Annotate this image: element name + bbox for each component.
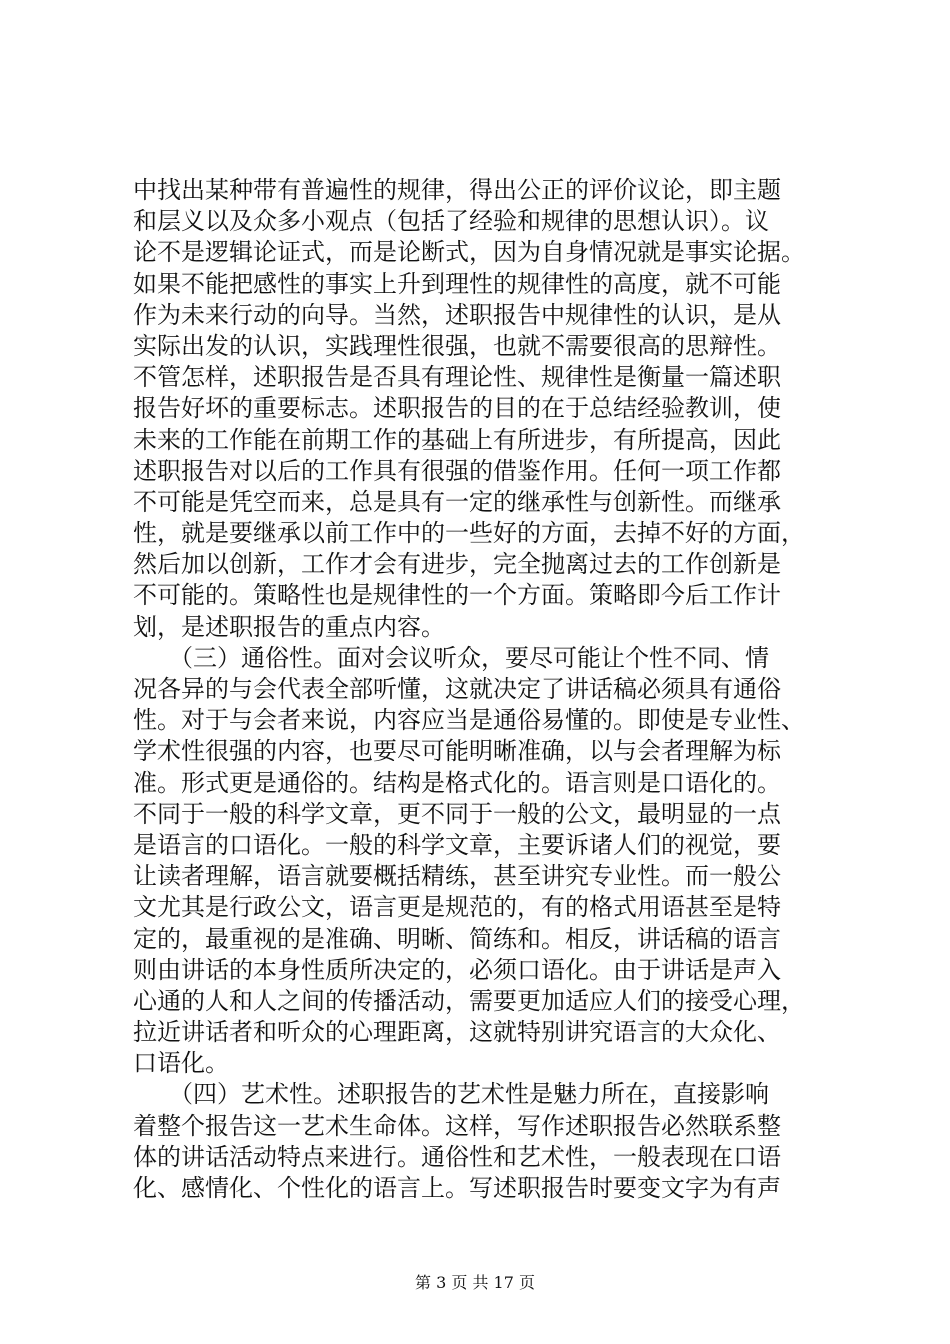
text-line: 则由讲话的本身性质所决定的，必须口语化。由于讲话是声入 xyxy=(133,955,781,984)
text-line: 化、感情化、个性化的语言上。写述职报告时要变文字为有声 xyxy=(133,1174,781,1202)
text-line: 和层义以及众多小观点（包括了经验和规律的思想认识）。议 xyxy=(133,207,769,236)
text-line: 不可能的。策略性也是规律性的一个方面。策略即今后工作计 xyxy=(133,581,781,610)
text-line: 不管怎样，述职报告是否具有理论性、规律性是衡量一篇述职 xyxy=(133,363,781,392)
text-line: 口语化。 xyxy=(133,1049,229,1078)
body-text xyxy=(133,175,853,1204)
text-line: 是语言的口语化。一般的科学文章，主要诉诸人们的视觉，要 xyxy=(133,830,781,859)
text-line: 报告好坏的重要标志。述职报告的目的在于总结经验教训，使 xyxy=(133,394,781,423)
text-line: 论不是逻辑论证式，而是论断式，因为自身情况就是事实论据。 xyxy=(133,238,805,267)
text-line: 中找出某种带有普遍性的规律，得出公正的评价议论，即主题 xyxy=(133,176,781,204)
text-line: 划，是述职报告的重点内容。 xyxy=(133,612,445,641)
text-line: 作为未来行动的向导。当然，述职报告中规律性的认识，是从 xyxy=(133,300,781,329)
text-line: 不可能是凭空而来，总是具有一定的继承性与创新性。而继承 xyxy=(133,487,781,516)
text-line: 体的讲话活动特点来进行。通俗性和艺术性，一般表现在口语 xyxy=(133,1142,781,1171)
section-heading-line: （四）艺术性。述职报告的艺术性是魅力所在，直接影响 xyxy=(133,1080,769,1109)
text-line: 实际出发的认识，实践理性很强，也就不需要很高的思辩性。 xyxy=(133,331,781,360)
text-line: 性，就是要继承以前工作中的一些好的方面，去掉不好的方面， xyxy=(133,519,805,548)
text-line: 然后加以创新，工作才会有进步，完全抛离过去的工作创新是 xyxy=(133,550,781,579)
page-number-label: 第 3 页 共 17 页 xyxy=(415,1273,535,1292)
text-line: 让读者理解，语言就要概括精练，甚至讲究专业性。而一般公 xyxy=(133,862,781,891)
text-line: 不同于一般的科学文章，更不同于一般的公文，最明显的一点 xyxy=(133,799,781,828)
text-line: 况各异的与会代表全部听懂，这就决定了讲话稿必须具有通俗 xyxy=(133,675,781,703)
text-line: 学术性很强的内容，也要尽可能明晰准确，以与会者理解为标 xyxy=(133,737,781,766)
page-footer xyxy=(0,1270,950,1293)
text-line: 心通的人和人之间的传播活动，需要更加适应人们的接受心理， xyxy=(133,986,805,1015)
text-line: 着整个报告这一艺术生命体。这样，写作述职报告必然联系整 xyxy=(133,1111,781,1140)
text-line: 拉近讲话者和听众的心理距离，这就特别讲究语言的大众化、 xyxy=(133,1018,781,1047)
text-line: 未来的工作能在前期工作的基础上有所进步，有所提高，因此 xyxy=(133,425,781,454)
text-line: 如果不能把感性的事实上升到理性的规律性的高度，就不可能 xyxy=(133,269,781,298)
text-line: 述职报告对以后的工作具有很强的借鉴作用。任何一项工作都 xyxy=(133,456,781,485)
text-line: 性。对于与会者来说，内容应当是通俗易懂的。即使是专业性、 xyxy=(133,706,805,735)
text-line: 文尤其是行政公文，语言更是规范的，有的格式用语甚至是特 xyxy=(133,893,781,922)
section-heading-line: （三）通俗性。面对会议听众，要尽可能让个性不同、情 xyxy=(133,643,769,672)
text-line: 准。形式更是通俗的。结构是格式化的。语言则是口语化的。 xyxy=(133,768,781,797)
text-line: 定的，最重视的是准确、明晰、简练和。相反，讲话稿的语言 xyxy=(133,924,781,953)
